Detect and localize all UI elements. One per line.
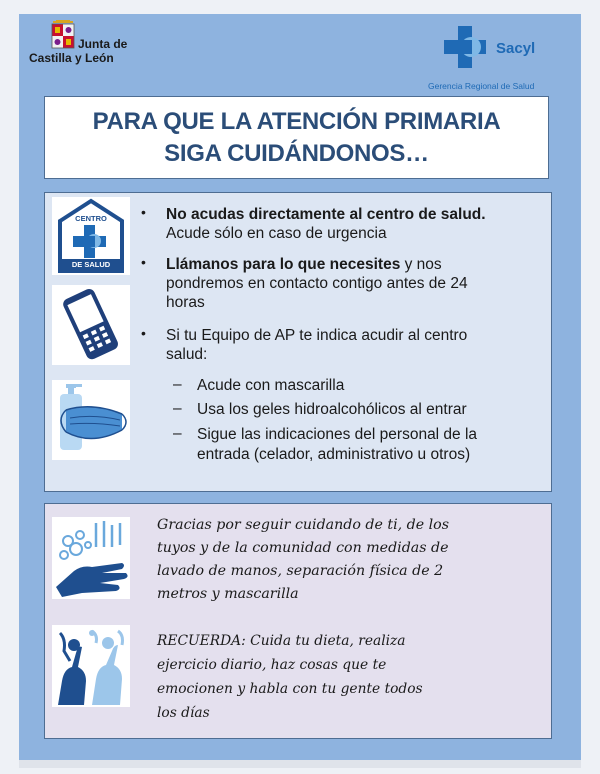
sacyl-name: Sacyl — [496, 40, 536, 57]
title-box — [44, 96, 549, 179]
hand-washing-icon — [52, 517, 130, 599]
wellbeing-people-icon — [52, 625, 130, 707]
remember-line-3: emocionen y habla con tu gente todos — [157, 681, 423, 697]
instruction-1-bold: No acudas directamente al centro de salud. — [166, 206, 486, 223]
instruction-2-line-1 — [166, 255, 442, 274]
remember-line-4: los días — [157, 705, 210, 721]
health-center-top-text: CENTRO — [75, 214, 107, 223]
bullet-1: • — [141, 204, 146, 220]
health-center-bottom-text: DE SALUD — [71, 260, 111, 269]
remember-line-2: ejercicio diario, haz cosas que te — [157, 657, 387, 673]
instruction-1-text: Acude sólo en caso de urgencia — [166, 225, 387, 242]
sacyl-cross-icon — [444, 26, 492, 74]
coat-of-arms-icon — [50, 20, 76, 50]
logo-line-1: Junta de — [78, 37, 128, 51]
bullet-2: • — [141, 254, 146, 270]
subitem-3-line-2: entrada (celador, administrativo u otros) — [197, 446, 471, 463]
thanks-line-2: tuyos y de la comunidad con medidas de — [157, 540, 449, 556]
thanks-line-4: metros y mascarilla — [157, 586, 299, 602]
health-center-icon — [52, 197, 130, 275]
instruction-2-line-3: horas — [166, 294, 205, 311]
junta-castilla-leon-logo — [26, 14, 136, 74]
subitem-1: Acude con mascarilla — [197, 377, 345, 394]
title-line-2: SIGA CUIDÁNDONOS… — [164, 140, 429, 167]
dash-3: – — [173, 425, 182, 442]
page-shadow — [19, 760, 581, 768]
sacyl-subtitle: Gerencia Regional de Salud — [428, 81, 535, 91]
instruction-2-line-2: pondremos en contacto contigo antes de 24 — [166, 275, 468, 292]
instruction-3-line-1: Si tu Equipo de AP te indica acudir al centro — [166, 327, 468, 344]
instruction-2-bold: Llámanos para lo que necesites — [166, 256, 401, 273]
gel-and-mask-icon — [52, 380, 130, 460]
sacyl-logo — [400, 18, 560, 93]
instruction-3-line-2: salud: — [166, 346, 208, 363]
instruction-2-text-a: y nos — [400, 256, 442, 273]
mobile-phone-icon — [52, 285, 130, 365]
dash-1: – — [173, 376, 182, 393]
subitem-3-line-1: Sigue las indicaciones del personal de la — [197, 426, 478, 443]
thanks-line-3: lavado de manos, separación física de 2 — [157, 563, 444, 579]
dash-2: – — [173, 400, 182, 417]
remember-line-1: RECUERDA: Cuida tu dieta, realiza — [157, 633, 406, 649]
logo-line-2: Castilla y León — [29, 51, 114, 65]
subitem-2: Usa los geles hidroalcohólicos al entrar — [197, 401, 467, 418]
bullet-3: • — [141, 325, 146, 341]
thanks-line-1: Gracias por seguir cuidando de ti, de los — [157, 517, 449, 533]
title-line-1: PARA QUE LA ATENCIÓN PRIMARIA — [92, 108, 501, 135]
